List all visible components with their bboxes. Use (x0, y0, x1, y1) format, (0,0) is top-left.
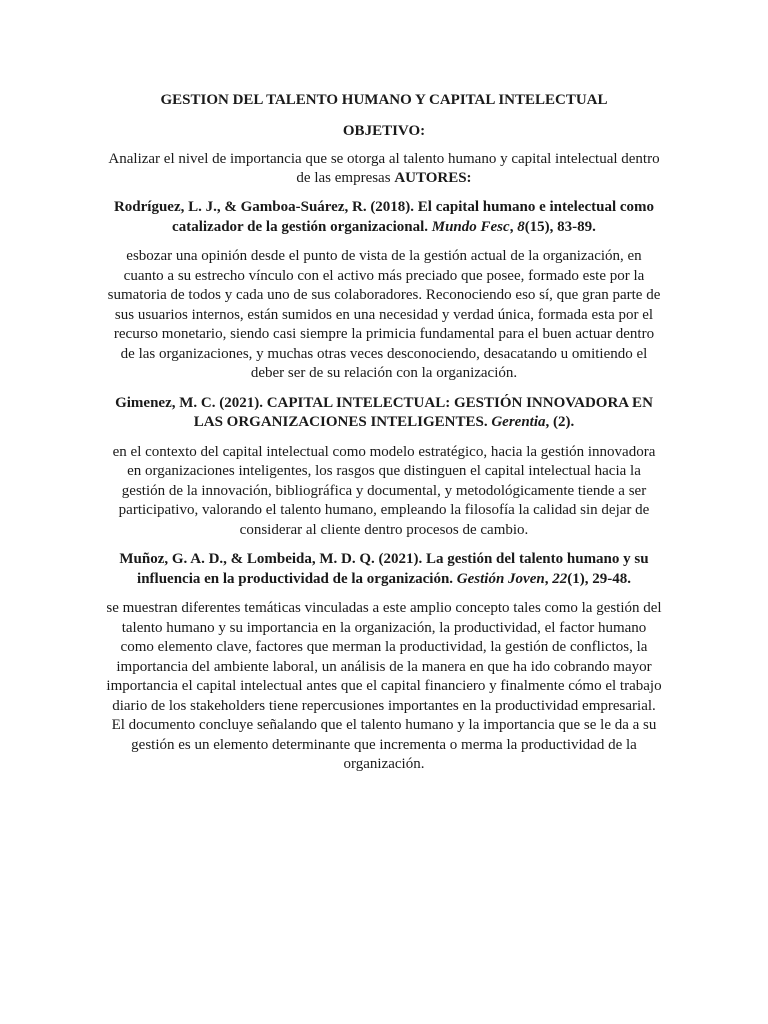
citation-separator: , (509, 218, 518, 235)
citation-separator: , (544, 570, 553, 587)
reference-summary: esbozar una opinión desde el punto de vista de la gestión actual de la organización, en cuanto a su estrecho vínculo con el activo más preciado que posee, formado este por la sumatoria de todos y cada uno de sus colaboradores. Reconociendo eso sí, que gran parte de sus usuarios internos, están sumidos en una necesidad y verdad única, formada esta por el recurso monetario, siendo casi siempre la primicia fundamental para el buen actuar dentro de las organizaciones, y muchas otras veces desconociendo, desacatando u omitiendo el deber ser de su relación con la organización. (107, 248, 661, 381)
authors-label: AUTORES: (394, 170, 472, 186)
citation-separator: , (545, 414, 553, 430)
document-title: GESTION DEL TALENTO HUMANO Y CAPITAL INTELECTUAL (160, 92, 608, 108)
citation-text: Rodríguez, L. J., & Gamboa-Suárez, R. (2018). El capital humano e intelectual como catalizador de la gestión organizacional. (113, 199, 655, 235)
citation-issue-pages: (15), 83-89. (524, 218, 596, 235)
journal-name: Gestión Joven (456, 570, 545, 587)
reference-citation (106, 198, 662, 237)
citation-text: Muñoz, G. A. D., & Lombeida, M. D. Q. (2021). La gestión del talento humano y su influencia en la productividad de la organización. (119, 551, 649, 587)
citation-text: Gimenez, M. C. (2021). CAPITAL INTELECTUAL: GESTIÓN INNOVADORA EN LAS ORGANIZACIONES INTELIGENTES. (115, 394, 653, 430)
journal-volume: 8 (517, 218, 525, 235)
objective-heading: OBJETIVO: (342, 123, 426, 139)
objective-paragraph (106, 150, 662, 188)
objective-text: Analizar el nivel de importancia que se otorga al talento humano y capital intelectual dentro de las empresas (108, 151, 660, 186)
citation-issue-pages: (2). (553, 414, 575, 430)
journal-name: Gerentia (491, 414, 546, 430)
journal-volume: 22 (552, 570, 568, 587)
journal-name: Mundo Fesc (431, 218, 510, 235)
reference-summary: se muestran diferentes temáticas vinculadas a este amplio concepto tales como la gestión del talento humano y su importancia en la organización, la productividad, el factor humano como elemento clave, factores que merman la productividad, la gestión de conflictos, la importancia del ambiente laboral, un análisis de la manera en que ha ido cobrando mayor importancia el capital intelectual antes que el capital financiero y finalmente cómo el trabajo diario de los stakeholders tiene repercusiones importantes en la productividad empresarial. El documento concluye señalando que el talento humano y la importancia que se le da a su gestión es un elemento determinante que incrementa o merma la productividad de la organización. (106, 600, 662, 772)
reference-summary: en el contexto del capital intelectual como modelo estratégico, hacia la gestión innovadora en organizaciones inteligentes, los rasgos que distinguen el capital intelectual hacia la gestión de la innovación, bibliográfica y documental, y metodológicamente tiende a ser participativo, valorando el talento humano, empleando la filosofía la calidad sin dejar de considerar al cliente dentro procesos de cambio. (112, 443, 656, 538)
reference-citation (106, 394, 662, 433)
citation-issue-pages: (1), 29-48. (567, 570, 631, 587)
reference-citation (106, 550, 662, 589)
